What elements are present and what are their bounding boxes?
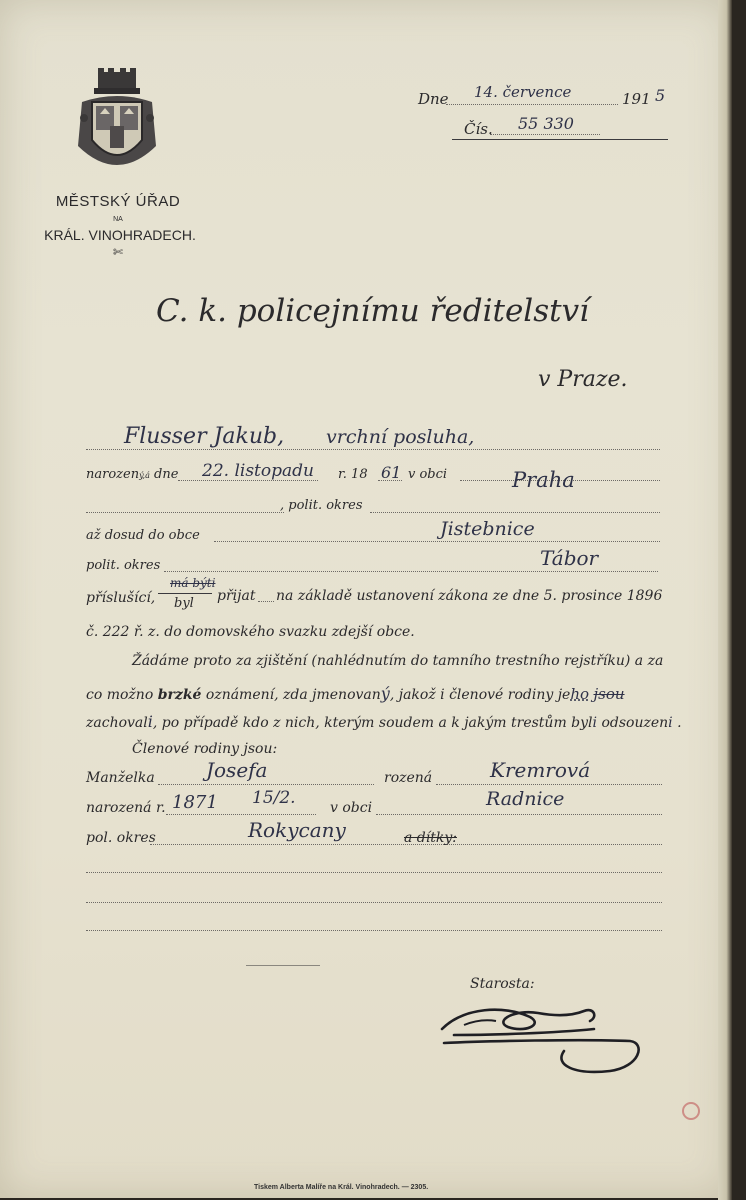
ornament-icon: ✄ bbox=[112, 245, 124, 259]
born-year-dotted bbox=[378, 480, 402, 481]
wife-okres: Rokycany bbox=[248, 818, 346, 842]
fraction-line bbox=[158, 593, 212, 594]
person-dotted-line bbox=[86, 449, 660, 450]
addressee-place: v Praze. bbox=[538, 367, 628, 392]
polit-okres-1-dotted-right bbox=[370, 512, 660, 513]
date-block-rule bbox=[452, 139, 668, 140]
person-name: Flusser Jakub, bbox=[124, 424, 285, 449]
short-rule bbox=[246, 965, 320, 966]
rozena-label: rozená bbox=[384, 770, 433, 786]
wife-name: Josefa bbox=[206, 758, 268, 782]
dosud-value: Jistebnice bbox=[440, 518, 535, 540]
wife-obce-label: v obci bbox=[330, 800, 373, 816]
date-year-hand: 5 bbox=[655, 86, 666, 105]
law-text: na základě ustanovení zákona ze dne 5. prosince 1896 bbox=[276, 588, 663, 604]
wife-date: 15/2. bbox=[252, 788, 296, 808]
a-ditky-struck: a dítky: bbox=[404, 830, 457, 846]
signature-label: Starosta: bbox=[470, 976, 535, 992]
empty-line-3 bbox=[86, 930, 662, 931]
law-text-2: č. 222 ř. z. do domovského svazku zdejší obce. bbox=[86, 624, 415, 640]
date-dotted-line bbox=[446, 104, 618, 105]
office-place: KRÁL. VINOHRADECH. bbox=[44, 227, 196, 243]
wife-born-dotted bbox=[166, 814, 316, 815]
request-line-3: zachovali, po případě kdo z nich, kterým soudem a k jakým trestům byli odsouzeni . bbox=[86, 712, 682, 731]
polit-okres-2-dotted bbox=[164, 571, 658, 572]
date-year: 191 bbox=[622, 90, 651, 108]
empty-line-2 bbox=[86, 902, 662, 903]
born-place: Praha bbox=[512, 468, 575, 492]
polit-okres-value: Tábor bbox=[540, 546, 599, 570]
wife-year: 1871 bbox=[172, 792, 218, 813]
polit-okres-label-2: polit. okres bbox=[86, 558, 161, 573]
paper-edge bbox=[718, 0, 732, 1200]
born-day: 22. listopadu bbox=[202, 461, 314, 481]
byl-label: byl bbox=[174, 596, 194, 611]
prijat-label: přijat bbox=[217, 588, 256, 604]
polit-okres-label-1: , polit. okres bbox=[280, 498, 363, 513]
family-label: Členové rodiny jsou: bbox=[132, 741, 278, 757]
wife-label: Manželka bbox=[86, 770, 155, 786]
dosud-dotted bbox=[214, 541, 660, 542]
addressee-title: C. k. policejnímu ředitelství bbox=[156, 293, 590, 329]
born-year-prefix: r. 18 bbox=[338, 467, 368, 482]
dosud-label: až dosud do obce bbox=[86, 528, 200, 543]
prijat-dotted bbox=[258, 601, 274, 602]
number-dotted-line bbox=[490, 134, 600, 135]
office-na: NA bbox=[113, 216, 123, 223]
wife-maiden-dotted bbox=[436, 784, 662, 785]
prislusici-label: příslušící, bbox=[86, 590, 156, 606]
narozena-label: narozená r. bbox=[86, 800, 166, 816]
wife-maiden: Kremrová bbox=[490, 758, 591, 782]
polit-okres-1-dotted bbox=[86, 512, 284, 513]
wife-name-dotted bbox=[158, 784, 374, 785]
number-value: 55 330 bbox=[518, 114, 574, 133]
date-value: 14. července bbox=[474, 83, 572, 101]
mayor-signature bbox=[434, 995, 650, 1081]
printer-footer: Tiskem Alberta Malíře na Král. Vinohradech. — 2305. bbox=[254, 1184, 429, 1191]
wife-place-dotted bbox=[376, 814, 662, 815]
red-stamp-mark bbox=[682, 1102, 700, 1120]
born-year-hand: 61 bbox=[381, 463, 402, 482]
ma-byti-struck: má býti bbox=[170, 576, 216, 590]
empty-line-1 bbox=[86, 872, 662, 873]
person-occupation: vrchní posluha, bbox=[326, 426, 475, 448]
pol-okres-label: pol. okres bbox=[86, 830, 156, 846]
born-label: narozený,á dne bbox=[86, 467, 179, 482]
coat-of-arms-seal bbox=[72, 66, 162, 182]
date-label: Dne bbox=[418, 90, 449, 108]
request-line-1: Žádáme proto za zjištění (nahlédnutím do tamního trestního rejstříku) a za bbox=[132, 653, 664, 669]
number-label: Čís. bbox=[464, 120, 493, 138]
wife-place: Radnice bbox=[486, 788, 565, 810]
request-line-2: co možno brzké oznámení, zda jmenovaný, jakož i členové rodiny jeho jsou bbox=[86, 684, 625, 703]
office-name: MĚSTSKÝ ÚŘAD bbox=[55, 193, 181, 210]
born-place-label: v obci bbox=[408, 467, 448, 482]
